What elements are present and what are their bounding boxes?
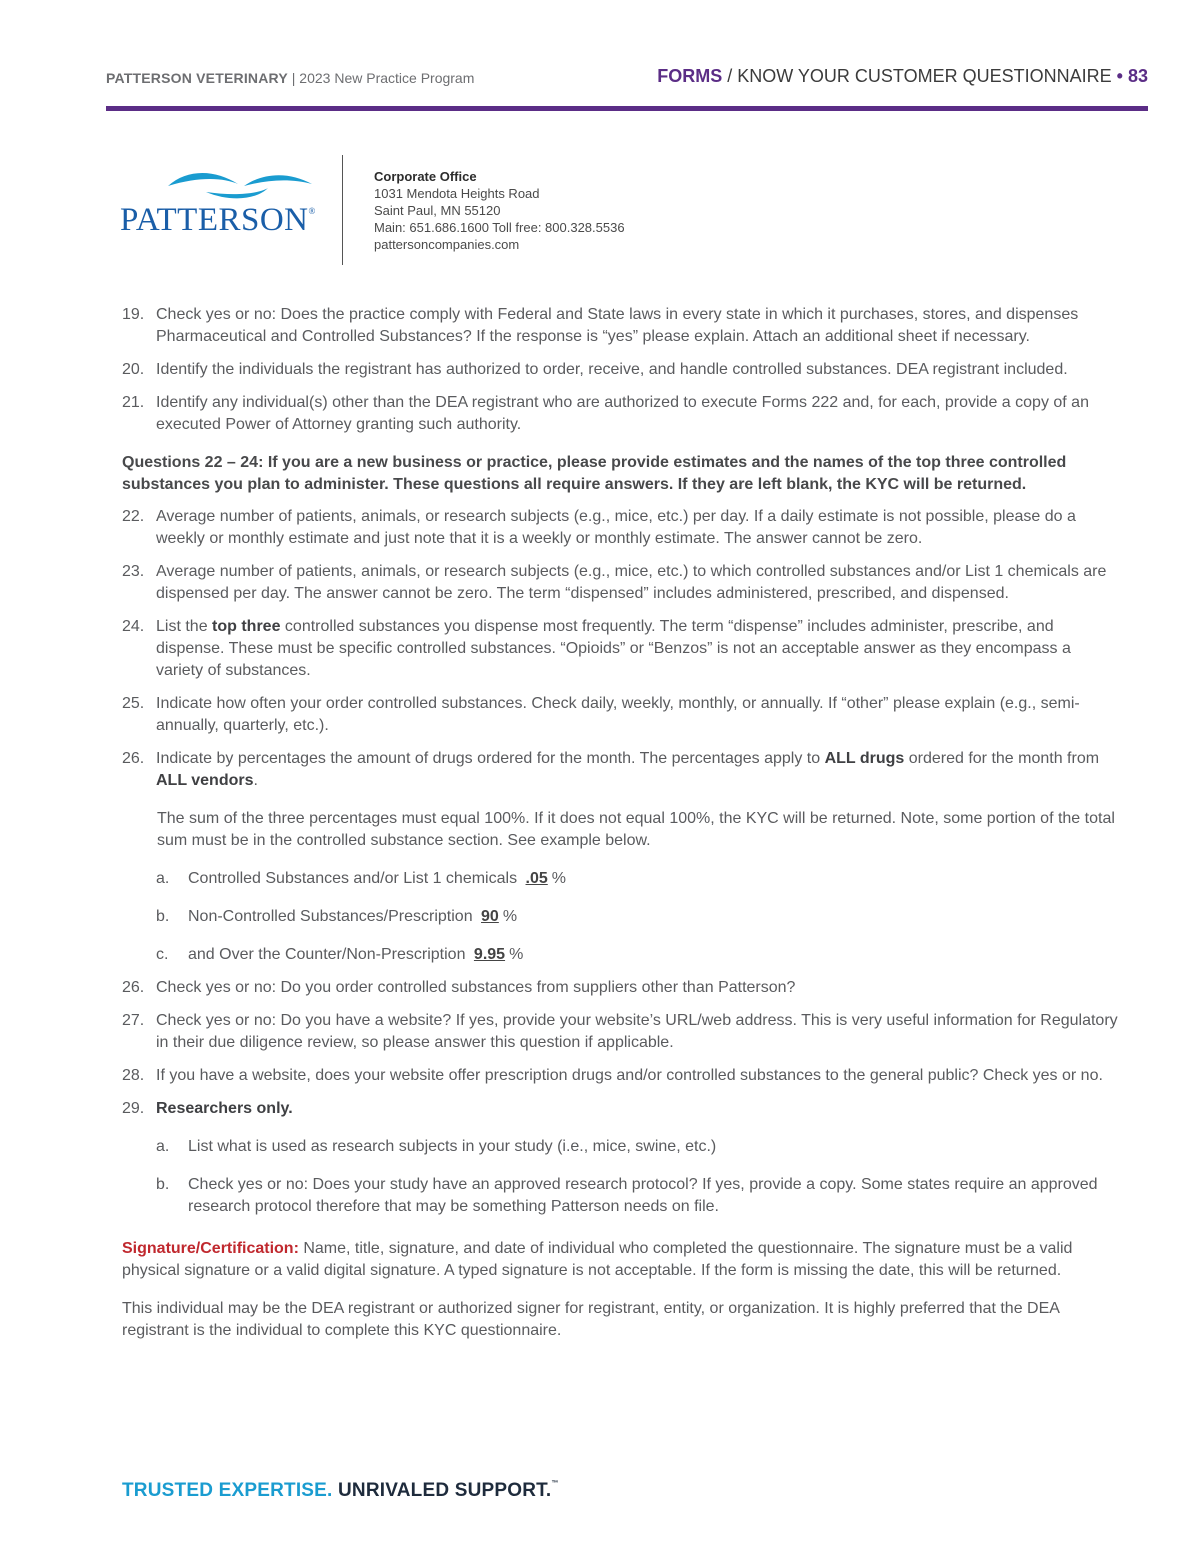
address-phones: Main: 651.686.1600 Toll free: 800.328.5536 [374,220,625,235]
question-text: Check yes or no: Does the practice comply with Federal and State laws in every state in which it purchases, stores, and dispenses Pharmaceutical and Controlled Substances? If the response is “yes” please explain. Attach an additional sheet if necessary. [156,306,1079,345]
question-text: Indicate how often your order controlled substances. Check daily, weekly, monthly, or annually. If “other” please explain (e.g., semi-annually, quarterly, etc.). [156,695,1080,734]
address-street: 1031 Mendota Heights Road [374,186,540,201]
questionnaire-body [122,304,1122,1342]
address-city: Saint Paul, MN 55120 [374,203,501,218]
percentage-otc: c. and Over the Counter/Non-Prescription 9.95 % [156,946,524,963]
percentage-controlled: a. Controlled Substances and/or List 1 chemicals .05 % [156,870,566,887]
closing-paragraph: This individual may be the DEA registrant or authorized signer for registrant, entity, or organization. It is highly preferred that the DEA registrant is the individual to complete this KYC questionnaire. [122,1300,1060,1339]
question-26-percentages: 26. Indicate by percentages the amount of drugs ordered for the month. The percentages apply to ALL drugs ordered for the month from ALL vendors. [122,750,1100,789]
header-program [106,70,474,86]
question-text: Check yes or no: Do you order controlled substances from suppliers other than Patterson? [156,979,796,996]
question-number: 24. [122,618,145,635]
question-text: Check yes or no: Do you have a website? If yes, provide your website’s URL/web address. This is very useful information for Regulatory in their due diligence review, so please answer this question if applicable. [156,1012,1118,1051]
question-text: Identify any individual(s) other than the DEA registrant who are authorized to execute Forms 222 and, for each, provide a copy of an executed Power of Attorney granting such authority. [156,394,1089,433]
header-program-name: 2023 New Practice Program [299,70,475,86]
address-label: Corporate Office [374,169,477,184]
question-25 [122,693,1122,737]
question-text: Identify the individuals the registrant has authorized to order, receive, and handle controlled substances. DEA registrant included. [156,361,1068,378]
header-section [657,66,1148,87]
question-29b: b. Check yes or no: Does your study have an approved research protocol? If yes, provide a copy. Some states require an approved research protocol therefore that may be something Patterson needs on file. [156,1176,1098,1215]
patterson-logo [120,170,320,240]
page-number: 83 [1127,66,1148,86]
question-text: If you have a website, does your website offer prescription drugs and/or controlled substances to the general public? Check yes or no. [156,1067,1103,1084]
percentage-value: 90 [481,908,499,925]
tagline-part-2: UNRIVALED SUPPORT. [332,1480,552,1501]
question-number: 27. [122,1012,145,1029]
question-number: 19. [122,306,145,323]
question-21 [122,392,1122,436]
header-brand: PATTERSON VETERINARY [106,70,288,86]
header-bullet: • [1116,66,1123,86]
question-number: 22. [122,508,145,525]
corporate-address [374,168,625,253]
address-web: pattersoncompanies.com [374,237,520,252]
logo-divider [342,155,343,265]
question-number: 25. [122,695,145,712]
question-24: 24. List the top three controlled substances you dispense most frequently. The term “dispense” includes administer, prescribe, and dispense. These must be specific controlled substances. “Opioids” or “Benzos” is not an acceptable answer as they encompass a variety of substances. [122,618,1071,679]
signature-certification: Signature/Certification: Name, title, signature, and date of individual who completed the questionnaire. The signature must be a valid physical signature or a valid digital signature. A typed signature is not acceptable. If the form is missing the date, this will be returned. [122,1240,1073,1279]
footer-tagline: TRUSTED EXPERTISE. UNRIVALED SUPPORT.™ [122,1480,559,1501]
header-section-title: / KNOW YOUR CUSTOMER QUESTIONNAIRE [722,66,1112,86]
header-section-forms: FORMS [657,66,723,86]
question-19 [122,304,1122,348]
question-29 [122,1098,1122,1120]
question-number: 20. [122,361,145,378]
question-number: 26. [122,750,145,767]
question-number: 23. [122,563,145,580]
question-28 [122,1065,1122,1087]
patterson-wordmark: PATTERSON® [120,202,316,238]
question-number: 21. [122,394,145,411]
question-number: 28. [122,1067,145,1084]
percentage-value: .05 [525,870,548,887]
signature-label: Signature/Certification: [122,1240,299,1257]
page-header [106,62,1148,94]
question-20 [122,359,1122,381]
question-27 [122,1010,1122,1054]
header-separator: | [291,70,296,86]
question-text: Average number of patients, animals, or research subjects (e.g., mice, etc.) to which controlled substances and/or List 1 chemicals are dispensed per day. The answer cannot be zero. The term “dispensed” includes administered, prescribed, and dispensed. [156,563,1107,602]
question-23 [122,561,1122,605]
question-22 [122,506,1122,550]
percentage-instructions: The sum of the three percentages must equal 100%. If it does not equal 100%, the KYC will be returned. Note, some portion of the total sum must be in the controlled substance section. See example below. [157,810,1115,849]
question-number: 26. [122,979,145,996]
percentage-value: 9.95 [473,946,506,963]
tagline-part-1: TRUSTED EXPERTISE. [122,1480,333,1501]
question-29a: a. List what is used as research subjects in your study (i.e., mice, swine, etc.) [156,1138,717,1155]
header-rule [106,106,1148,111]
questions-22-24-note: Questions 22 – 24: If you are a new business or practice, please provide estimates and the names of the top three controlled substances you plan to administer. These questions all require answers. If they are left blank, the KYC will be returned. [122,454,1067,493]
patterson-logo-swoosh-icon [166,170,316,204]
percentage-non-controlled: b. Non-Controlled Substances/Prescription 90 % [156,908,518,925]
question-text: Average number of patients, animals, or research subjects (e.g., mice, etc.) per day. If a daily estimate is not possible, please do a weekly or monthly estimate and just note that it is a weekly or monthly estimate. The answer cannot be zero. [156,508,1076,547]
question-26-suppliers [122,977,1122,999]
question-text: Researchers only. [156,1100,293,1117]
question-number: 29. [122,1100,145,1117]
